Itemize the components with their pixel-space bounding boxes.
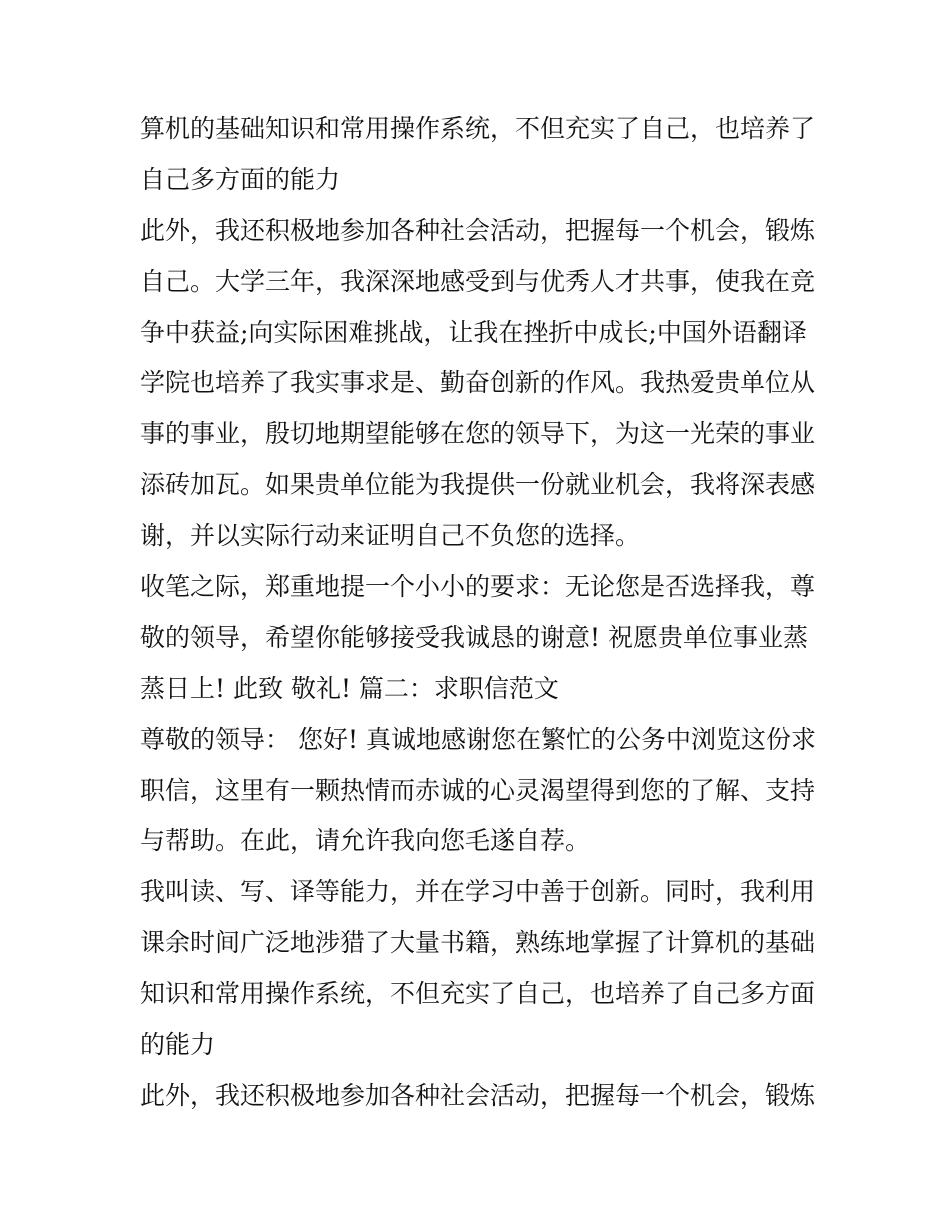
text-line: 此外，我还积极地参加各种社会活动，把握每一个机会，锻炼 <box>140 1080 816 1110</box>
text-line: 职信，这里有一颗热情而赤诚的心灵渴望得到您的了解、支持 <box>140 775 816 805</box>
text-line: 算机的基础知识和常用操作系统，不但充实了自己，也培养了 <box>140 114 816 143</box>
text-line: 蒸日上! 此致 敬礼! 篇二：求职信范文 <box>140 673 559 703</box>
text-line: 的能力 <box>140 1030 216 1060</box>
text-line: 与帮助。在此，请允许我向您毛遂自荐。 <box>140 826 591 856</box>
text-line: 学院也培养了我实事求是、勤奋创新的作风。我热爱贵单位从 <box>140 368 816 398</box>
text-line: 收笔之际，郑重地提一个小小的要求：无论您是否选择我，尊 <box>140 572 816 602</box>
text-line: 自己。大学三年，我深深地感受到与优秀人才共事，使我在竞 <box>140 266 816 296</box>
document-body <box>140 104 820 1122</box>
text-line: 自己多方面的能力 <box>140 164 341 194</box>
text-line: 事的事业，殷切地期望能够在您的领导下，为这一光荣的事业 <box>140 419 816 449</box>
text-line: 我叫读、写、译等能力，并在学习中善于创新。同时，我利用 <box>140 877 816 907</box>
text-line: 敬的领导，希望你能够接受我诚恳的谢意! 祝愿贵单位事业蒸 <box>140 622 808 652</box>
text-line: 知识和常用操作系统，不但充实了自己，也培养了自己多方面 <box>140 979 816 1009</box>
text-line: 争中获益;向实际困难挑战，让我在挫折中成长;中国外语翻译 <box>140 317 807 347</box>
text-line: 此外，我还积极地参加各种社会活动，把握每一个机会，锻炼 <box>140 215 816 245</box>
text-line: 添砖加瓦。如果贵单位能为我提供一份就业机会，我将深表感 <box>140 470 816 500</box>
text-line: 谢，并以实际行动来证明自己不负您的选择。 <box>140 521 641 551</box>
text-line: 尊敬的领导： 您好! 真诚地感谢您在繁忙的公务中浏览这份求 <box>140 724 816 754</box>
text-line: 课余时间广泛地涉猎了大量书籍，熟练地掌握了计算机的基础 <box>140 928 816 958</box>
